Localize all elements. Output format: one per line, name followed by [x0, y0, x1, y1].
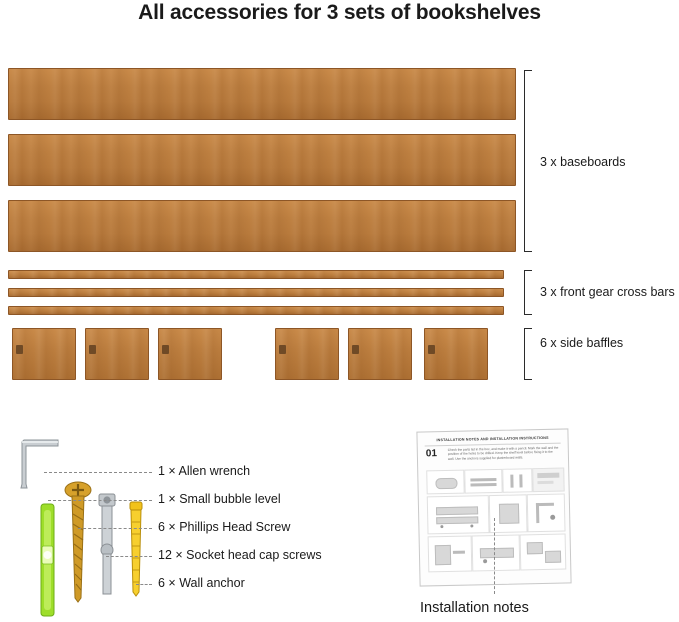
baseboard-1	[8, 68, 516, 120]
sheet-parts-cell-3	[502, 468, 532, 493]
leader-bubble-level	[48, 500, 152, 501]
installation-notes-caption: Installation notes	[420, 600, 529, 616]
page-title: All accessories for 3 sets of bookshelves	[138, 1, 541, 24]
label-bubble-level: 1 × Small bubble level	[158, 492, 281, 506]
label-side-baffles: 6 x side baffles	[540, 336, 624, 350]
leader-socket-screw	[106, 556, 152, 557]
label-phillips-screw: 6 × Phillips Head Screw	[158, 520, 291, 534]
allen-wrench-icon	[16, 432, 62, 490]
sheet-parts-cell-1	[426, 470, 464, 495]
socket-head-cap-screw-icon	[96, 492, 118, 596]
baffle-notch	[428, 345, 435, 354]
side-baffle-6	[424, 328, 488, 380]
baffle-notch	[279, 345, 286, 354]
bracket-baseboards	[524, 70, 533, 252]
sheet-diagram-5	[472, 534, 521, 571]
label-socket-screw: 12 × Socket head cap screws	[158, 548, 322, 562]
sheet-diagram-4	[428, 535, 473, 572]
side-baffle-5	[348, 328, 412, 380]
side-baffle-2	[85, 328, 149, 380]
leader-wall-anchor	[136, 584, 152, 585]
side-baffle-1	[12, 328, 76, 380]
phillips-head-screw-icon	[64, 480, 92, 604]
label-wall-anchor: 6 × Wall anchor	[158, 576, 245, 590]
side-baffle-3	[158, 328, 222, 380]
baffle-notch	[352, 345, 359, 354]
baseboard-2	[8, 134, 516, 186]
sheet-diagram-6	[520, 534, 567, 571]
cross-bar-2	[8, 288, 504, 297]
leader-phillips-screw	[78, 528, 152, 529]
leader-allen-wrench	[44, 472, 152, 473]
label-cross-bars: 3 x front gear cross bars	[540, 285, 675, 299]
side-baffle-4	[275, 328, 339, 380]
sheet-badge	[532, 468, 564, 493]
sheet-step-text: Check the parts list in the box, and make it with a pencil. Mark the wall and the position of the holes to be drilled. Keep the shelf level before fixing it to the wall. Use the anchors supplied for plasterboard walls.	[447, 445, 559, 461]
sheet-parts-cell-2	[464, 469, 502, 494]
cross-bar-1	[8, 270, 504, 279]
sheet-diagram-3	[527, 494, 566, 533]
sheet-step-number: 01	[425, 448, 438, 460]
cross-bar-3	[8, 306, 504, 315]
label-baseboards: 3 x baseboards	[540, 155, 626, 169]
baseboard-3	[8, 200, 516, 252]
baffle-notch	[162, 345, 169, 354]
bracket-side-baffles	[524, 328, 533, 380]
sheet-header: INSTALLATION NOTES AND INSTALLATION INSTRUCTIONS	[436, 435, 549, 443]
bubble-level-icon	[38, 502, 58, 618]
label-allen-wrench: 1 × Allen wrench	[158, 464, 251, 478]
bracket-cross-bars	[524, 270, 533, 315]
baffle-notch	[89, 345, 96, 354]
leader-installation-notes	[494, 518, 495, 594]
baffle-notch	[16, 345, 23, 354]
sheet-diagram-1	[427, 495, 490, 534]
